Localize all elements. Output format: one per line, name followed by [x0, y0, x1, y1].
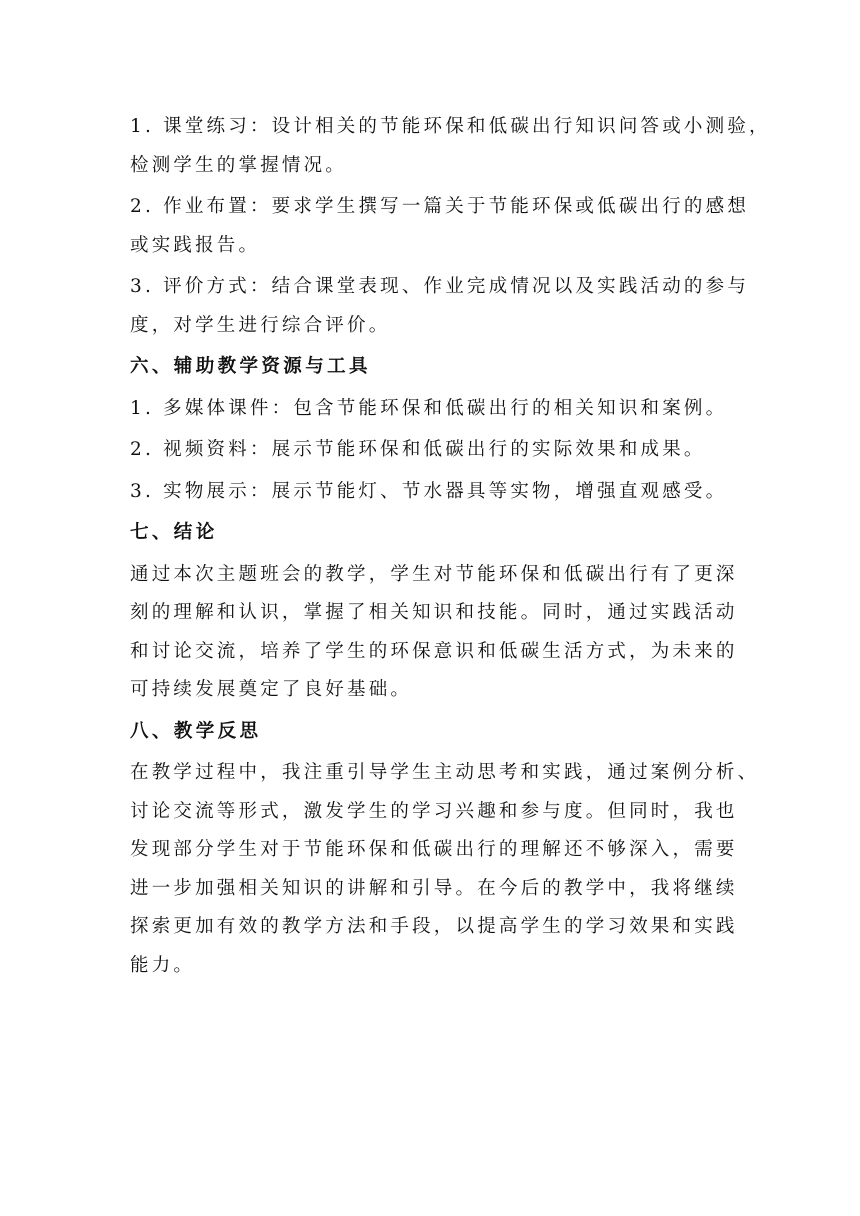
- section-7-line-3: 和讨论交流，培养了学生的环保意识和低碳生活方式，为未来的: [130, 640, 738, 662]
- item-5-1-line-2: 检测学生的掌握情况。: [130, 154, 348, 176]
- document-page: [130, 108, 771, 985]
- section-7-line-2: 刻的理解和认识，掌握了相关知识和技能。同时，通过实践活动: [130, 602, 738, 623]
- item-5-3-line-1: 3. 评价方式：结合课堂表现、作业完成情况以及实践活动的参与: [130, 276, 750, 297]
- section-6-item-1: 1. 多媒体课件：包含节能环保和低碳出行的相关知识和案例。: [130, 397, 728, 419]
- section-7-line-4: 可持续发展奠定了良好基础。: [130, 679, 413, 700]
- section-8-line-1: 在教学过程中，我注重引导学生主动思考和实践，通过案例分析、: [130, 762, 760, 783]
- section-6-item-3: 3. 实物展示：展示节能灯、节水器具等实物，增强直观感受。: [130, 480, 728, 502]
- section-8-line-4: 进一步加强相关知识的讲解和引导。在今后的教学中，我将继续: [130, 877, 738, 899]
- item-5-3-line-2: 度，对学生进行综合评价。: [130, 314, 391, 336]
- item-5-2-line-2: 或实践报告。: [130, 234, 261, 256]
- section-7-line-1: 通过本次主题班会的教学，学生对节能环保和低碳出行有了更深: [130, 563, 738, 585]
- section-7-heading: 七、结论: [130, 522, 218, 543]
- section-6-heading: 六、辅助教学资源与工具: [130, 356, 371, 377]
- item-5-2-line-1: 2. 作业布置：要求学生撰写一篇关于节能环保或低碳出行的感想: [130, 196, 750, 217]
- section-6-item-2: 2. 视频资料：展示节能环保和低碳出行的实际效果和成果。: [130, 439, 706, 460]
- section-8-line-3: 发现部分学生对于节能环保和低碳出行的理解还不够深入，需要: [130, 839, 738, 860]
- section-8-heading: 八、教学反思: [130, 720, 262, 742]
- item-5-1-line-1: 1. 课堂练习：设计相关的节能环保和低碳出行知识问答或小测验，: [130, 116, 771, 137]
- section-8-line-2: 讨论交流等形式，激发学生的学习兴趣和参与度。但同时，我也: [130, 800, 738, 822]
- section-8-line-6: 能力。: [130, 954, 196, 976]
- section-8-line-5: 探索更加有效的教学方法和手段，以提高学生的学习效果和实践: [130, 916, 738, 937]
